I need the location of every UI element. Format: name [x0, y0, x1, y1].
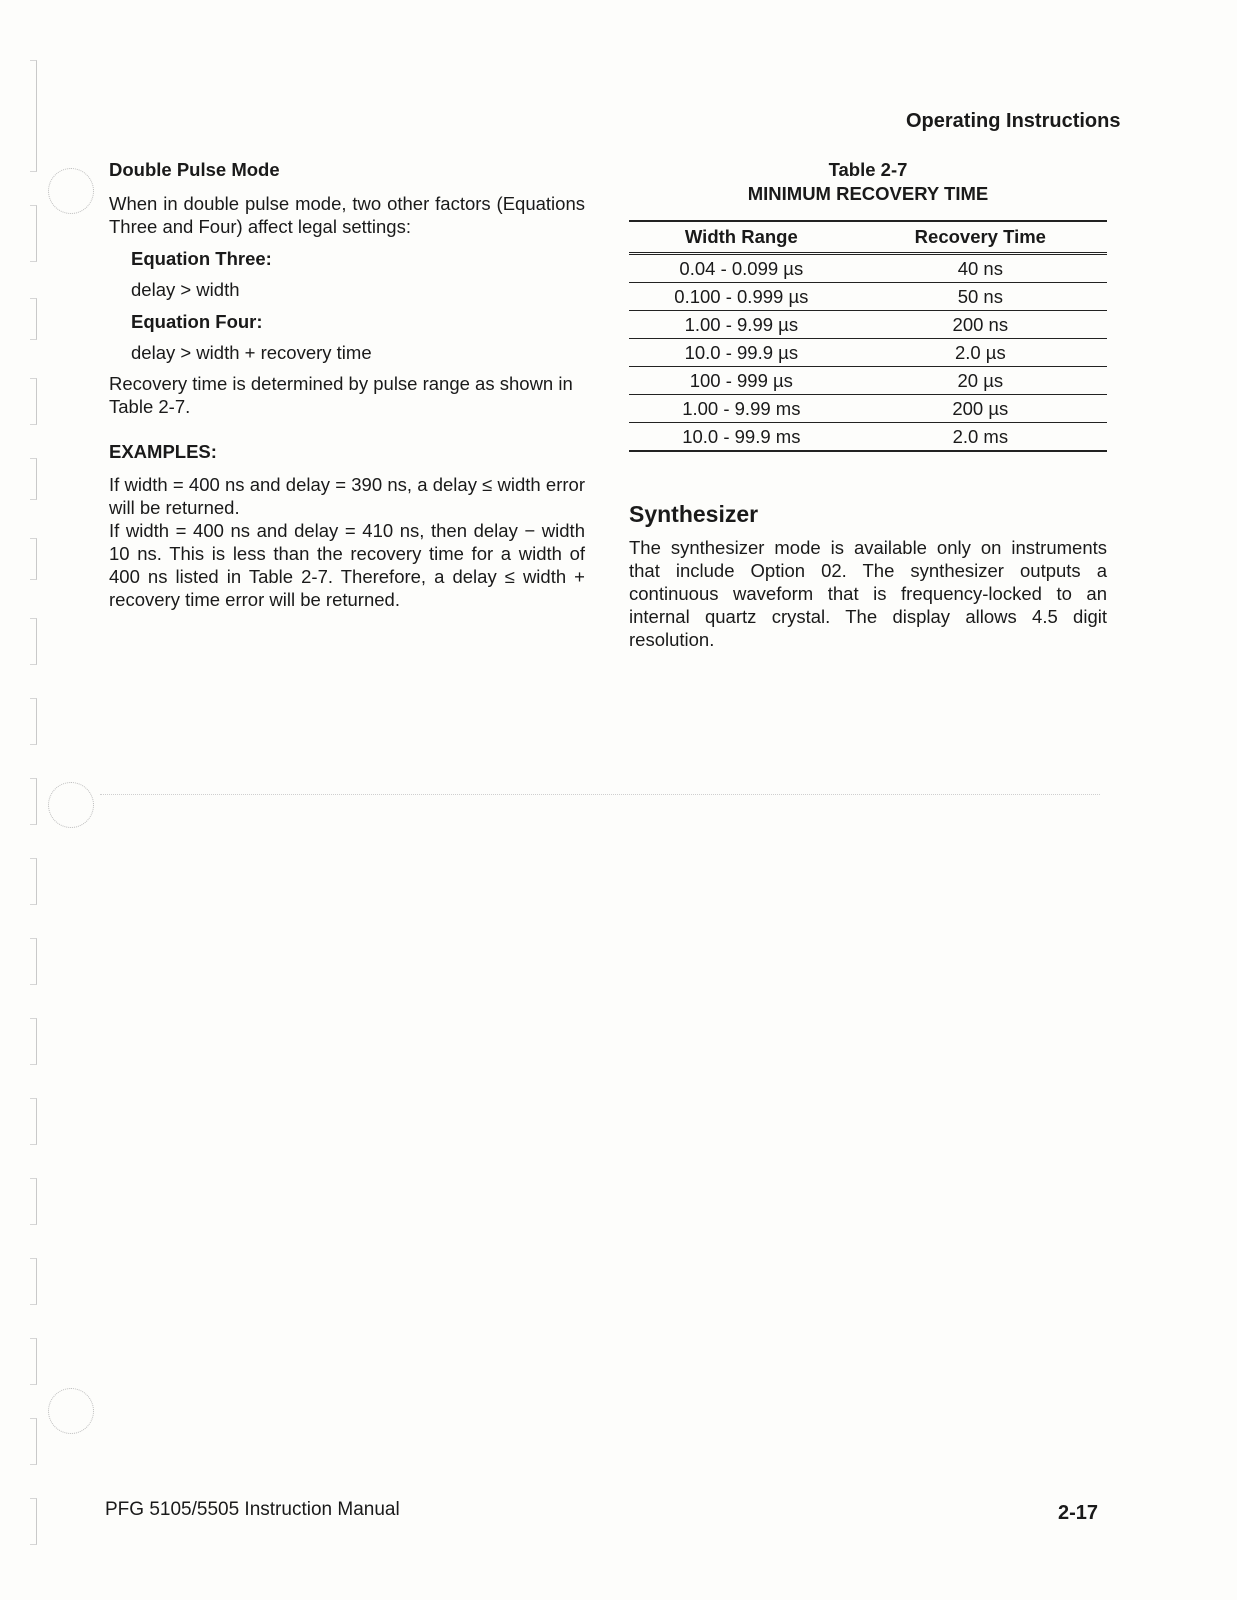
table-header-row — [629, 221, 1107, 254]
example-paragraph: If width = 400 ns and delay = 390 ns, a delay ≤ width error will be returned. — [109, 474, 585, 518]
double-pulse-heading: Double Pulse Mode — [109, 159, 280, 180]
dotted-rule — [100, 794, 1100, 795]
binding-edge-mark — [30, 858, 37, 905]
binding-edge-mark — [30, 538, 37, 580]
footer-page-number: 2-17 — [1058, 1502, 1099, 1524]
column-header-width-range: Width Range — [629, 221, 854, 254]
binding-edge-mark — [30, 1498, 37, 1545]
punch-hole — [48, 782, 94, 828]
examples-heading: EXAMPLES: — [109, 441, 217, 462]
right-column — [629, 158, 1107, 651]
table-row — [629, 339, 1107, 367]
left-column — [109, 158, 585, 611]
binding-edge-mark — [30, 205, 37, 262]
table-row — [629, 423, 1107, 452]
binding-edge-mark — [30, 298, 37, 340]
recovery-note: Recovery time is determined by pulse range as shown in Table 2-7. — [109, 373, 573, 417]
binding-edge-mark — [30, 458, 37, 500]
recovery-time-table — [629, 220, 1107, 452]
punch-hole — [48, 168, 94, 214]
synthesizer-body: The synthesizer mode is available only on instruments that include Option 02. The synthesizer outputs a continuous waveform that is frequency-locked to an internal quartz crystal. The display allows 4.5 digit resolution. — [629, 537, 1107, 650]
example-paragraph: If width = 400 ns and delay = 410 ns, then delay − width 10 ns. This is less than the recovery time for a width of 400 ns listed in Table 2-7. Therefore, a delay ≤ width + recovery time error will be returned. — [109, 520, 585, 610]
double-pulse-intro: When in double pulse mode, two other factors (Equations Three and Four) affect legal settings: — [109, 193, 585, 237]
binding-edge-mark — [30, 1418, 37, 1465]
equation-three-expression: delay > width — [131, 279, 240, 300]
table-cell: 2.0 ms — [854, 423, 1107, 452]
table-row — [629, 311, 1107, 339]
footer-manual-title: PFG 5105/5505 Instruction Manual — [105, 1499, 400, 1520]
equation-four-label: Equation Four: — [131, 311, 263, 332]
table-cell: 2.0 µs — [854, 339, 1107, 367]
table-number: Table 2-7 — [828, 159, 908, 180]
table-row — [629, 395, 1107, 423]
binding-edge-mark — [30, 1338, 37, 1385]
table-cell: 20 µs — [854, 367, 1107, 395]
table-row — [629, 367, 1107, 395]
table-row — [629, 254, 1107, 283]
binding-edge-mark — [30, 60, 37, 172]
binding-edge-mark — [30, 1018, 37, 1065]
table-cell: 1.00 - 9.99 µs — [629, 311, 854, 339]
table-cell: 0.04 - 0.099 µs — [629, 254, 854, 283]
binding-edge-mark — [30, 938, 37, 985]
binding-edge-mark — [30, 618, 37, 665]
column-header-recovery-time: Recovery Time — [854, 221, 1107, 254]
binding-edge-mark — [30, 1258, 37, 1305]
binding-edge-mark — [30, 378, 37, 425]
table-cell: 200 ns — [854, 311, 1107, 339]
table-row — [629, 283, 1107, 311]
table-cell: 50 ns — [854, 283, 1107, 311]
table-cell: 40 ns — [854, 254, 1107, 283]
binding-edge-mark — [30, 1178, 37, 1225]
table-title: MINIMUM RECOVERY TIME — [747, 183, 989, 204]
synthesizer-heading: Synthesizer — [629, 501, 759, 527]
running-head: Operating Instructions — [906, 110, 1121, 132]
binding-edge-mark — [30, 698, 37, 745]
punch-hole — [48, 1388, 94, 1434]
table-cell: 100 - 999 µs — [629, 367, 854, 395]
equation-four-expression: delay > width + recovery time — [131, 342, 372, 363]
table-cell: 0.100 - 0.999 µs — [629, 283, 854, 311]
table-cell: 200 µs — [854, 395, 1107, 423]
binding-edge-mark — [30, 778, 37, 825]
equation-three-label: Equation Three: — [131, 248, 272, 269]
binding-edge-mark — [30, 1098, 37, 1145]
table-caption — [629, 158, 1107, 206]
table-cell: 10.0 - 99.9 ms — [629, 423, 854, 452]
table-cell: 10.0 - 99.9 µs — [629, 339, 854, 367]
table-cell: 1.00 - 9.99 ms — [629, 395, 854, 423]
